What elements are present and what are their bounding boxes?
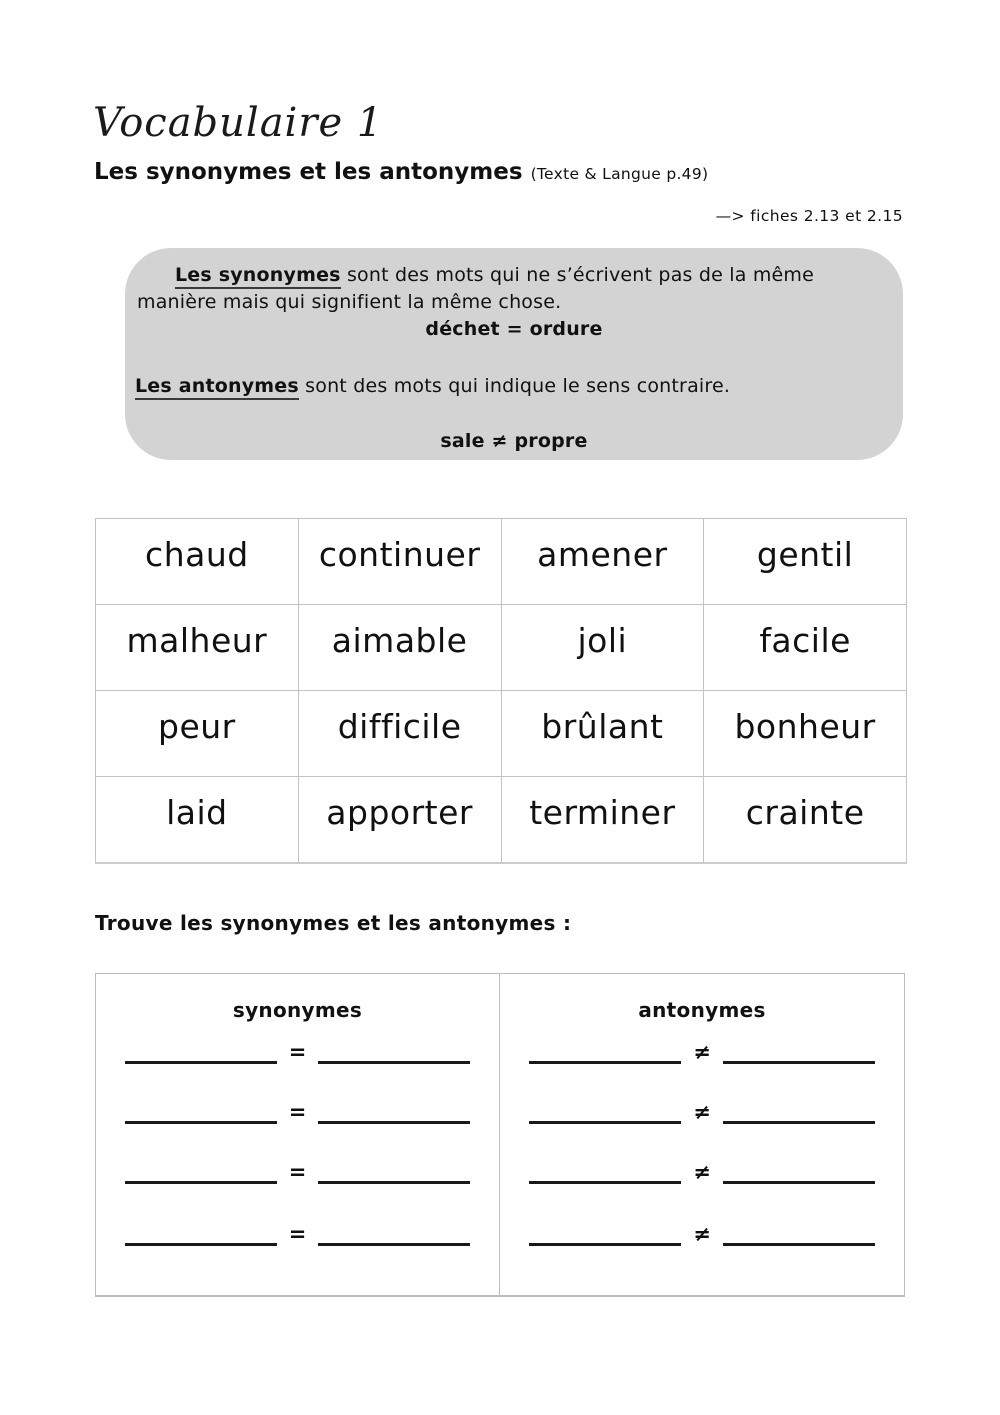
equals-sign: = [288, 1040, 307, 1064]
antonyms-example: sale ≠ propre [440, 430, 588, 452]
antonyms-column [500, 974, 904, 1295]
word-cell: bonheur [704, 691, 907, 777]
antonym-fill-row [500, 1160, 904, 1184]
answer-blank-field[interactable] [318, 1219, 470, 1246]
answer-blank-field[interactable] [723, 1157, 875, 1184]
synonym-fill-row [96, 1160, 499, 1184]
fiches-note: —> fiches 2.13 et 2.15 [715, 207, 903, 225]
word-cell: apporter [298, 777, 501, 863]
synonym-fill-row [96, 1040, 499, 1064]
synonyms-column [96, 974, 500, 1295]
word-table-row [96, 691, 907, 777]
antonym-fill-row [500, 1222, 904, 1246]
info-box [125, 248, 903, 460]
exercise-prompt: Trouve les synonymes et les antonymes : [95, 911, 572, 935]
word-cell: amener [501, 519, 704, 605]
answer-blank-field[interactable] [723, 1037, 875, 1064]
word-table [95, 518, 907, 864]
antonym-fill-row [500, 1040, 904, 1064]
answer-blank-field[interactable] [318, 1097, 470, 1124]
word-table-row [96, 605, 907, 691]
equals-sign: = [288, 1222, 307, 1246]
word-cell: continuer [298, 519, 501, 605]
not-equals-sign: ≠ [693, 1222, 711, 1246]
word-cell: facile [704, 605, 907, 691]
answer-blank-field[interactable] [529, 1219, 681, 1246]
section-heading-text: Les synonymes et les antonymes [94, 159, 523, 185]
answer-blank-field[interactable] [125, 1157, 277, 1184]
word-cell: crainte [704, 777, 907, 863]
word-cell: laid [96, 777, 299, 863]
answer-blank-field[interactable] [723, 1097, 875, 1124]
answer-blank-field[interactable] [529, 1157, 681, 1184]
not-equals-sign: ≠ [693, 1040, 711, 1064]
synonyms-definition [125, 248, 903, 316]
answer-table [95, 973, 905, 1297]
word-cell: difficile [298, 691, 501, 777]
answer-blank-field[interactable] [125, 1097, 277, 1124]
word-cell: joli [501, 605, 704, 691]
synonyms-example: déchet = ordure [425, 318, 603, 340]
word-table-row [96, 777, 907, 863]
antonyms-definition [125, 343, 903, 400]
antonym-fill-row [500, 1100, 904, 1124]
page-title: Vocabulaire 1 [93, 100, 384, 146]
synonyms-term: Les synonymes [175, 264, 341, 289]
word-cell: gentil [704, 519, 907, 605]
equals-sign: = [288, 1160, 307, 1184]
answer-blank-field[interactable] [723, 1219, 875, 1246]
word-cell: peur [96, 691, 299, 777]
word-cell: aimable [298, 605, 501, 691]
not-equals-sign: ≠ [693, 1160, 711, 1184]
word-table-row [96, 519, 907, 605]
heading-note-text: (Texte & Langue p.49) [530, 165, 709, 183]
word-cell: malheur [96, 605, 299, 691]
antonyms-definition-text: sont des mots qui indique le sens contraire. [298, 375, 731, 397]
equals-sign: = [288, 1100, 307, 1124]
heading-note [531, 165, 709, 183]
synonym-fill-row [96, 1222, 499, 1246]
word-cell: chaud [96, 519, 299, 605]
section-heading [94, 159, 708, 185]
word-cell: brûlant [501, 691, 704, 777]
answer-blank-field[interactable] [318, 1157, 470, 1184]
synonyms-definition-text: sont des mots qui ne s’écrivent pas de la même manière mais qui signifient la même chose. [137, 264, 815, 313]
synonym-fill-row [96, 1100, 499, 1124]
answer-blank-field[interactable] [529, 1037, 681, 1064]
antonyms-term: Les antonymes [135, 375, 299, 400]
antonyms-column-header: antonymes [638, 998, 766, 1022]
answer-blank-field[interactable] [125, 1219, 277, 1246]
answer-blank-field[interactable] [125, 1037, 277, 1064]
synonyms-column-header: synonymes [232, 998, 363, 1022]
word-cell: terminer [501, 777, 704, 863]
answer-blank-field[interactable] [529, 1097, 681, 1124]
answer-blank-field[interactable] [318, 1037, 470, 1064]
not-equals-sign: ≠ [693, 1100, 711, 1124]
